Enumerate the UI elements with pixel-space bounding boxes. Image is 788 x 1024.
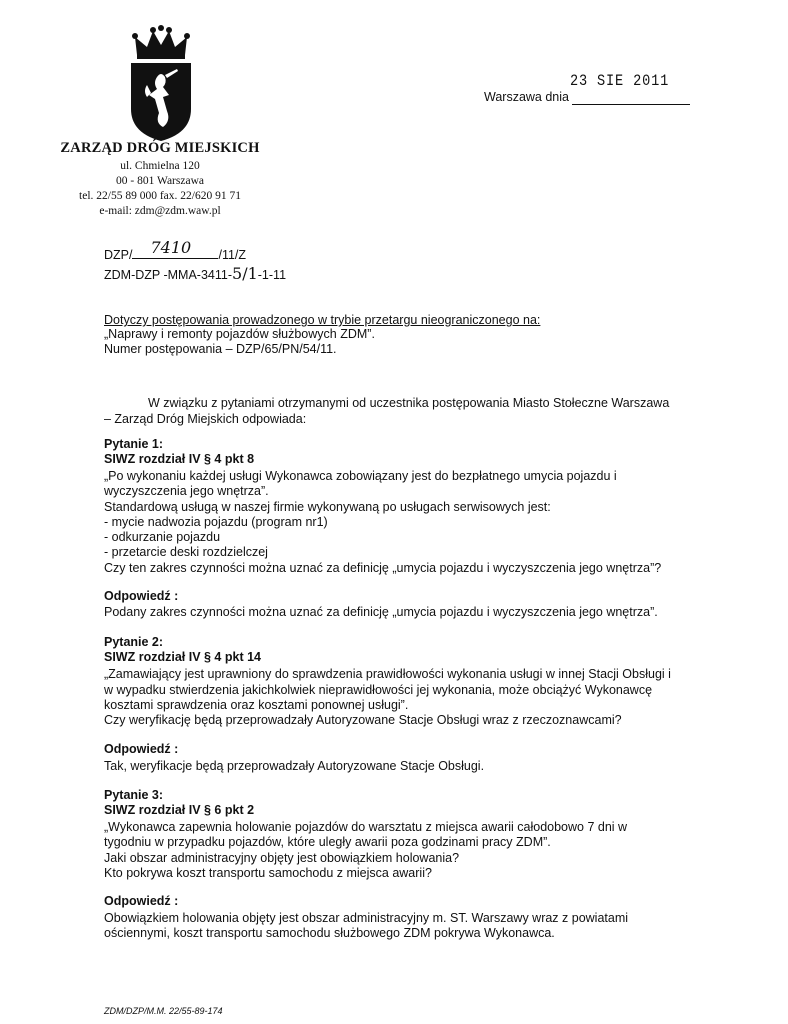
intro-line-2: – Zarząd Dróg Miejskich odpowiada: — [104, 412, 307, 426]
question-1-title: Pytanie 1: — [104, 437, 164, 451]
email-line: e-mail: zdm@zdm.waw.pl — [99, 205, 221, 217]
question-1-line-6: - przetarcie deski rozdzielczej — [104, 545, 268, 559]
question-2-reference: SIWZ rozdział IV § 4 pkt 14 — [104, 650, 261, 664]
address-street: ul. Chmielna 120 — [120, 160, 200, 172]
date-signature-line — [572, 104, 690, 105]
footer-reference: ZDM/DZP/M.M. 22/55-89-174 — [104, 1006, 223, 1016]
answer-1-text: Podany zakres czynności można uznać za definicję „umycia pojazdu i wyczyszczenia jego wnętrza”. — [104, 605, 658, 619]
dzp-blank — [132, 238, 218, 259]
answer-3-line-2: ościennymi, koszt transportu samochodu służbowego ZDM pokrywa Wykonawca. — [104, 926, 555, 940]
answer-2-text: Tak, weryfikacje będą przeprowadzały Autoryzowane Stacje Obsługi. — [104, 759, 485, 773]
question-2-line-2: w wypadku stwierdzenia jakichkolwiek nieprawidłowości jej wykonania, może obciążyć Wykonawcę — [104, 683, 653, 697]
question-1-line-2: wyczyszczenia jego wnętrza”. — [104, 484, 269, 498]
date-label: Warszawa dnia — [484, 90, 569, 104]
dzp-prefix: DZP/ — [104, 248, 133, 262]
answer-3-label: Odpowiedź : — [104, 894, 179, 908]
question-3-reference: SIWZ rozdział IV § 6 pkt 2 — [104, 803, 255, 817]
subject-line: Dotyczy postępowania prowadzonego w trybie przetargu nieograniczonego na: — [104, 313, 541, 327]
question-1-line-4: - mycie nadwozia pojazdu (program nr1) — [104, 515, 328, 529]
date-stamp: 23 SIE 2011 — [570, 72, 670, 90]
question-3-line-3: Jaki obszar administracyjny objęty jest obowiązkiem holowania? — [104, 851, 460, 865]
question-2-line-4: Czy weryfikację będą przeprowadzały Autoryzowane Stacje Obsługi wraz z rzeczoznawcami? — [104, 713, 622, 727]
dzp-handwritten-number: 7410 — [150, 238, 192, 257]
question-1-line-1: „Po wykonaniu każdej usługi Wykonawca zobowiązany jest do bezpłatnego umycia pojazdu i — [104, 469, 617, 483]
address-city: 00 - 801 Warszawa — [116, 175, 204, 187]
question-3-title: Pytanie 3: — [104, 788, 164, 802]
question-1-line-5: - odkurzanie pojazdu — [104, 530, 221, 544]
question-2-title: Pytanie 2: — [104, 635, 164, 649]
question-3-line-4: Kto pokrywa koszt transportu samochodu z miejsca awarii? — [104, 866, 432, 880]
question-2-line-1: „Zamawiający jest uprawniony do sprawdzenia prawidłowości wykonania usługi w innej Stacji Obsługi i — [104, 667, 671, 681]
question-1-line-7: Czy ten zakres czynności można uznać za definicję „umycia pojazdu i wyczyszczenia jego wnętrza”? — [104, 561, 662, 575]
question-3-line-1: „Wykonawca zapewnia holowanie pojazdów do warsztatu z miejsca awarii całodobowo 7 dni w — [104, 820, 628, 834]
question-2-line-3: kosztami sprawdzenia oraz kosztami ponownej usługi”. — [104, 698, 409, 712]
intro-line-1: W związku z pytaniami otrzymanymi od uczestnika postępowania Miasto Stołeczne Warszawa — [148, 396, 670, 410]
zdm-suffix: -1-11 — [257, 268, 287, 282]
dzp-suffix: /11/Z — [218, 248, 247, 262]
coat-of-arms-emblem — [127, 25, 195, 143]
phone-fax: tel. 22/55 89 000 fax. 22/620 91 71 — [79, 190, 241, 202]
question-1-line-3: Standardową usługą w naszej firmie wykonywaną po usługach serwisowych jest: — [104, 500, 551, 514]
organization-name: ZARZĄD DRÓG MIEJSKICH — [60, 140, 260, 156]
answer-2-label: Odpowiedź : — [104, 742, 179, 756]
subject-title: „Naprawy i remonty pojazdów służbowych ZDM”. — [104, 327, 375, 341]
question-3-line-2: tygodniu w przypadku pojazdów, które uległy awarii poza godzinami pracy ZDM”. — [104, 835, 551, 849]
question-1-reference: SIWZ rozdział IV § 4 pkt 8 — [104, 452, 255, 466]
zdm-reference — [104, 264, 286, 283]
answer-1-label: Odpowiedź : — [104, 589, 179, 603]
zdm-handwritten-number: 5/1 — [232, 264, 258, 283]
procedure-number: Numer postępowania – DZP/65/PN/54/11. — [104, 342, 337, 356]
zdm-prefix: ZDM-DZP -MMA-3411- — [104, 268, 233, 282]
answer-3-line-1: Obowiązkiem holowania objęty jest obszar administracyjny m. ST. Warszawy wraz z powiatami — [104, 911, 629, 925]
dzp-reference — [104, 238, 247, 262]
